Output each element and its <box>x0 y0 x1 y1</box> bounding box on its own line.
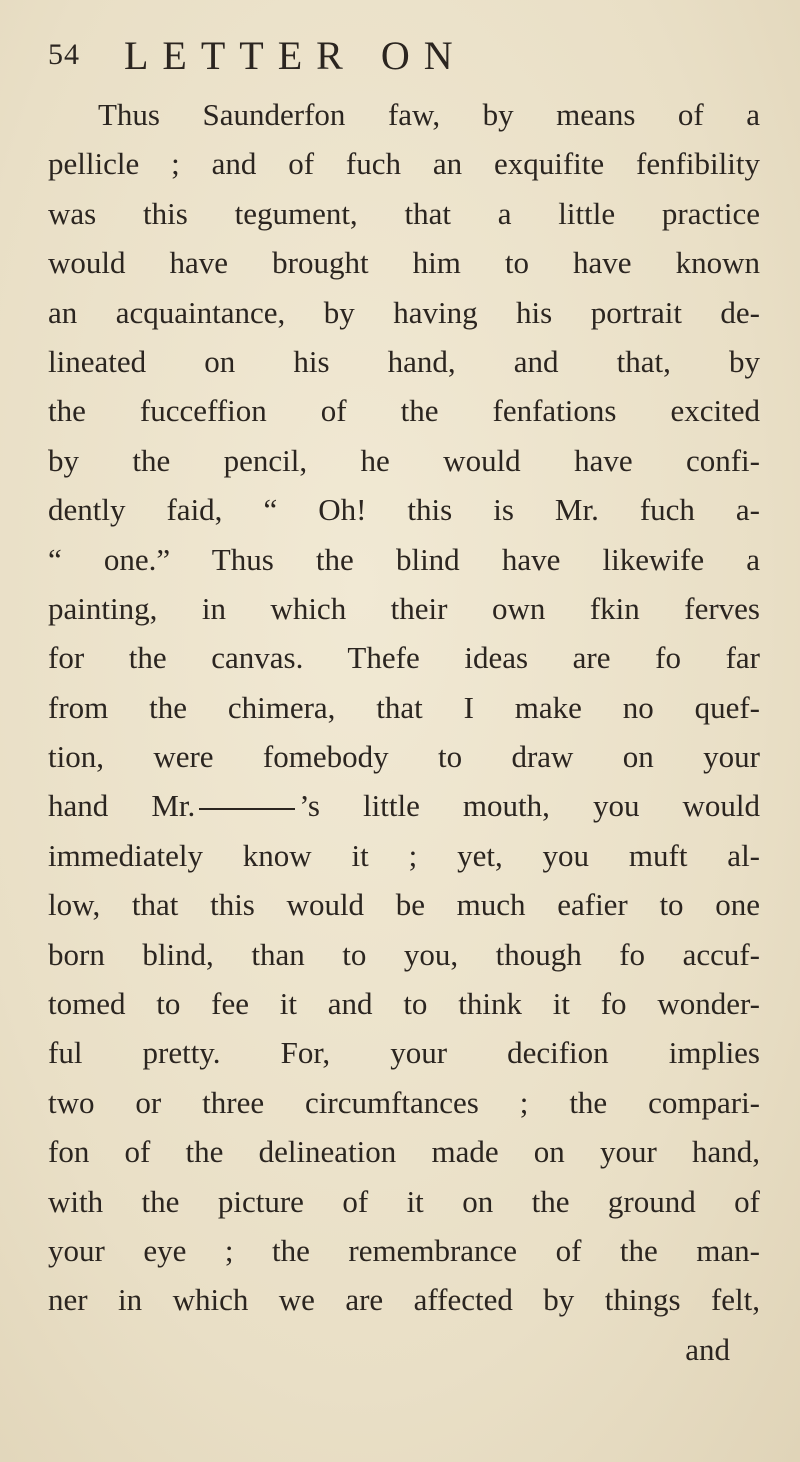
text-line: fon of the delineation made on your hand, <box>48 1134 760 1170</box>
text-line: ful pretty. For, your decifion implies <box>48 1035 760 1071</box>
catchword: and <box>685 1331 730 1367</box>
page-number: 54 <box>48 38 80 71</box>
text-line: with the picture of it on the ground of <box>48 1183 760 1219</box>
running-head: LETTER ON <box>124 33 467 78</box>
text-line: two or three circumftances ; the compari- <box>48 1084 760 1120</box>
text-line: Thus Saunderfon faw, by means of a <box>98 97 760 132</box>
text-line: ner in which we are affected by things felt, <box>48 1282 760 1318</box>
text-line: your eye ; the remembrance of the man- <box>48 1232 760 1268</box>
text-line: by the pencil, he would have confi- <box>48 442 760 478</box>
text-line: would have brought him to have known <box>48 245 760 281</box>
text-line: lineated on his hand, and that, by <box>48 343 760 379</box>
text-line: pellicle ; and of fuch an exquifite fenfibility <box>48 146 760 182</box>
name-blank-dash <box>199 808 295 810</box>
text-line: an acquaintance, by having his portrait de- <box>48 294 760 330</box>
text-line: low, that this would be much eafier to one <box>48 887 760 923</box>
text-line: was this tegument, that a little practice <box>48 195 760 231</box>
text-line: immediately know it ; yet, you muft al- <box>48 837 760 873</box>
text-line: dently faid, “ Oh! this is Mr. fuch a- <box>48 492 760 528</box>
text-line: for the canvas. Thefe ideas are fo far <box>48 640 760 676</box>
text-line: painting, in which their own fkin ferves <box>48 590 760 626</box>
text-line: tion, were fomebody to draw on your <box>48 739 760 775</box>
text-line: born blind, than to you, though fo accuf- <box>48 936 760 972</box>
text-line: “ one.” Thus the blind have likewife a <box>48 541 760 577</box>
text-line: the fucceffion of the fenfations excited <box>48 393 760 429</box>
text-line: tomed to fee it and to think it fo wonder- <box>48 986 760 1022</box>
body-text <box>48 90 760 1374</box>
text-line: from the chimera, that I make no quef- <box>48 689 760 725</box>
text-fragment: ’s little mouth, you would <box>299 788 761 824</box>
text-fragment: hand Mr. <box>48 788 196 824</box>
page-header <box>48 30 748 82</box>
text-line-with-blank <box>48 781 760 830</box>
